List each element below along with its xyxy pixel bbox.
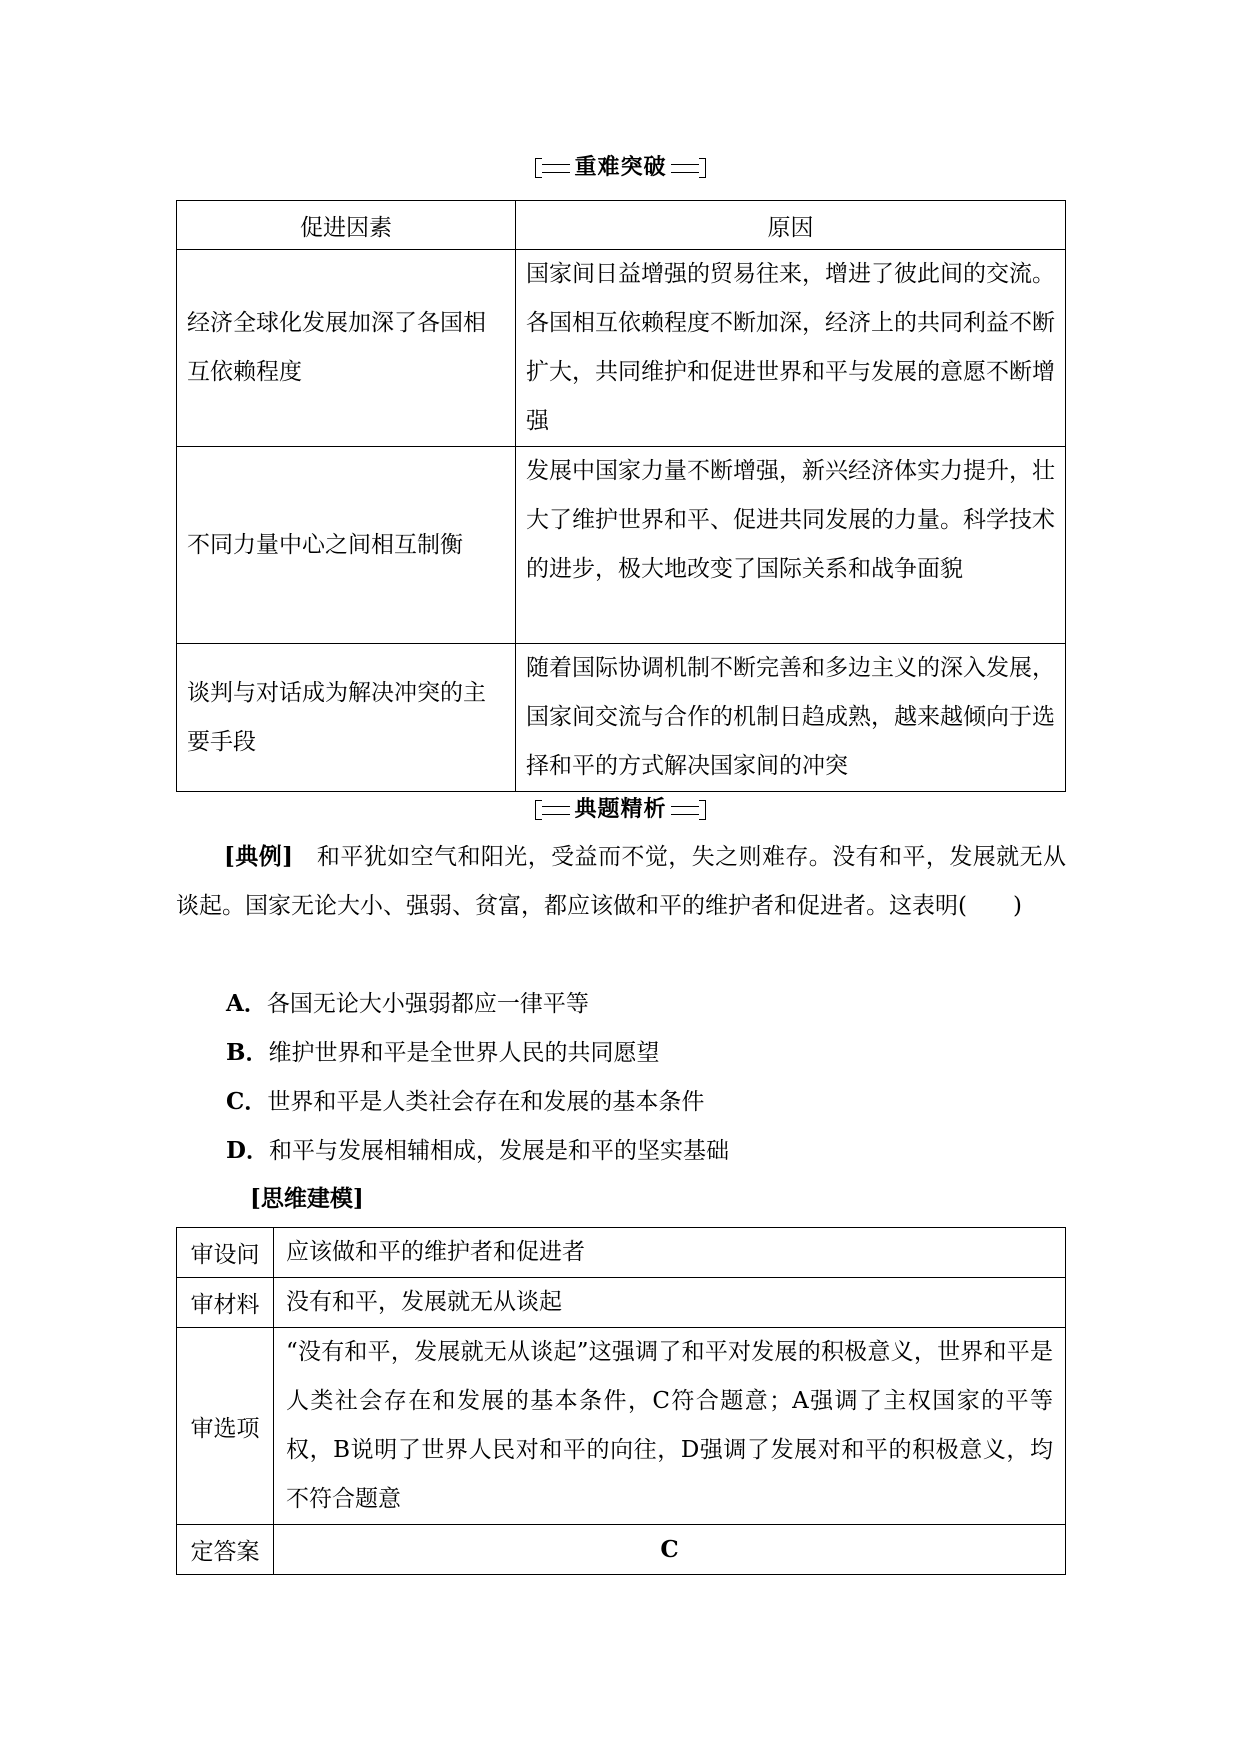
step-content: 没有和平，发展就无从谈起 bbox=[274, 1278, 1066, 1328]
table-row bbox=[177, 1328, 1066, 1525]
table-row bbox=[177, 1228, 1066, 1278]
option-text: 维护世界和平是全世界人民的共同愿望 bbox=[268, 1040, 660, 1066]
table-row bbox=[177, 447, 1066, 644]
example-tag: [典例] bbox=[224, 843, 294, 870]
reason-cell: 随着国际协调机制不断完善和多边主义的深入发展，国家间交流与合作的机制日趋成熟，越来越倾向于选择和平的方式解决国家间的冲突 bbox=[516, 644, 1066, 792]
factor-cell: 不同力量中心之间相互制衡 bbox=[177, 447, 516, 644]
option-text: 世界和平是人类社会存在和发展的基本条件 bbox=[267, 1089, 705, 1115]
factors-table bbox=[176, 200, 1066, 792]
badge-line-left bbox=[542, 806, 570, 815]
thinking-model-table bbox=[176, 1227, 1066, 1575]
option-d bbox=[226, 1126, 729, 1176]
option-letter: C． bbox=[226, 1088, 268, 1115]
table-row bbox=[177, 250, 1066, 447]
section-heading-key-difficulties bbox=[0, 153, 1241, 183]
badge-line-left bbox=[542, 164, 570, 173]
section-title: 重难突破 bbox=[574, 155, 667, 180]
header-reason: 原因 bbox=[516, 201, 1066, 250]
badge-line-right bbox=[671, 164, 699, 173]
thinking-model-title: [思维建模] bbox=[250, 1185, 364, 1212]
badge-bracket-left bbox=[535, 800, 542, 820]
section-title: 典题精析 bbox=[574, 797, 667, 822]
table-row bbox=[177, 1278, 1066, 1328]
option-a bbox=[226, 979, 589, 1029]
step-label: 审选项 bbox=[177, 1328, 274, 1525]
header-factor: 促进因素 bbox=[177, 201, 516, 250]
reason-cell: 国家间日益增强的贸易往来，增进了彼此间的交流。各国相互依赖程度不断加深，经济上的共同利益不断扩大，共同维护和促进世界和平与发展的意愿不断增强 bbox=[516, 250, 1066, 447]
option-letter: A． bbox=[226, 990, 267, 1017]
table-header-row bbox=[177, 201, 1066, 250]
section-heading-typical-problems bbox=[0, 795, 1241, 825]
example-stem-text: 和平犹如空气和阳光，受益而不觉，失之则难存。没有和平，发展就无从谈起。国家无论大小、强弱、贫富，都应该做和平的维护者和促进者。这表明( ) bbox=[176, 844, 1067, 919]
option-c bbox=[226, 1077, 704, 1127]
badge-bracket-right bbox=[699, 800, 706, 820]
step-content: 应该做和平的维护者和促进者 bbox=[274, 1228, 1066, 1278]
step-content: “没有和平，发展就无从谈起”这强调了和平对发展的积极意义，世界和平是人类社会存在和发展的基本条件，C符合题意；A强调了主权国家的平等权，B说明了世界人民对和平的向往，D强调了发展对和平的积极意义，均不符合题意 bbox=[274, 1328, 1066, 1525]
option-text: 各国无论大小强弱都应一律平等 bbox=[266, 991, 589, 1017]
option-text: 和平与发展相辅相成，发展是和平的坚实基础 bbox=[268, 1138, 729, 1164]
table-row bbox=[177, 1525, 1066, 1575]
reason-cell: 发展中国家力量不断增强，新兴经济体实力提升，壮大了维护世界和平、促进共同发展的力量。科学技术的进步，极大地改变了国际关系和战争面貌 bbox=[516, 447, 1066, 644]
factor-cell: 谈判与对话成为解决冲突的主要手段 bbox=[177, 644, 516, 792]
step-label: 审材料 bbox=[177, 1278, 274, 1328]
option-b bbox=[226, 1028, 659, 1078]
table-row bbox=[177, 644, 1066, 792]
badge-bracket-right bbox=[699, 158, 706, 178]
answer-value: C bbox=[274, 1525, 1066, 1575]
option-letter: D． bbox=[226, 1137, 269, 1164]
factor-cell: 经济全球化发展加深了各国相互依赖程度 bbox=[177, 250, 516, 447]
badge-bracket-left bbox=[535, 158, 542, 178]
step-label: 审设问 bbox=[177, 1228, 274, 1278]
option-letter: B． bbox=[226, 1039, 269, 1066]
badge-line-right bbox=[671, 806, 699, 815]
step-label: 定答案 bbox=[177, 1525, 274, 1575]
example-stem bbox=[176, 832, 1066, 931]
